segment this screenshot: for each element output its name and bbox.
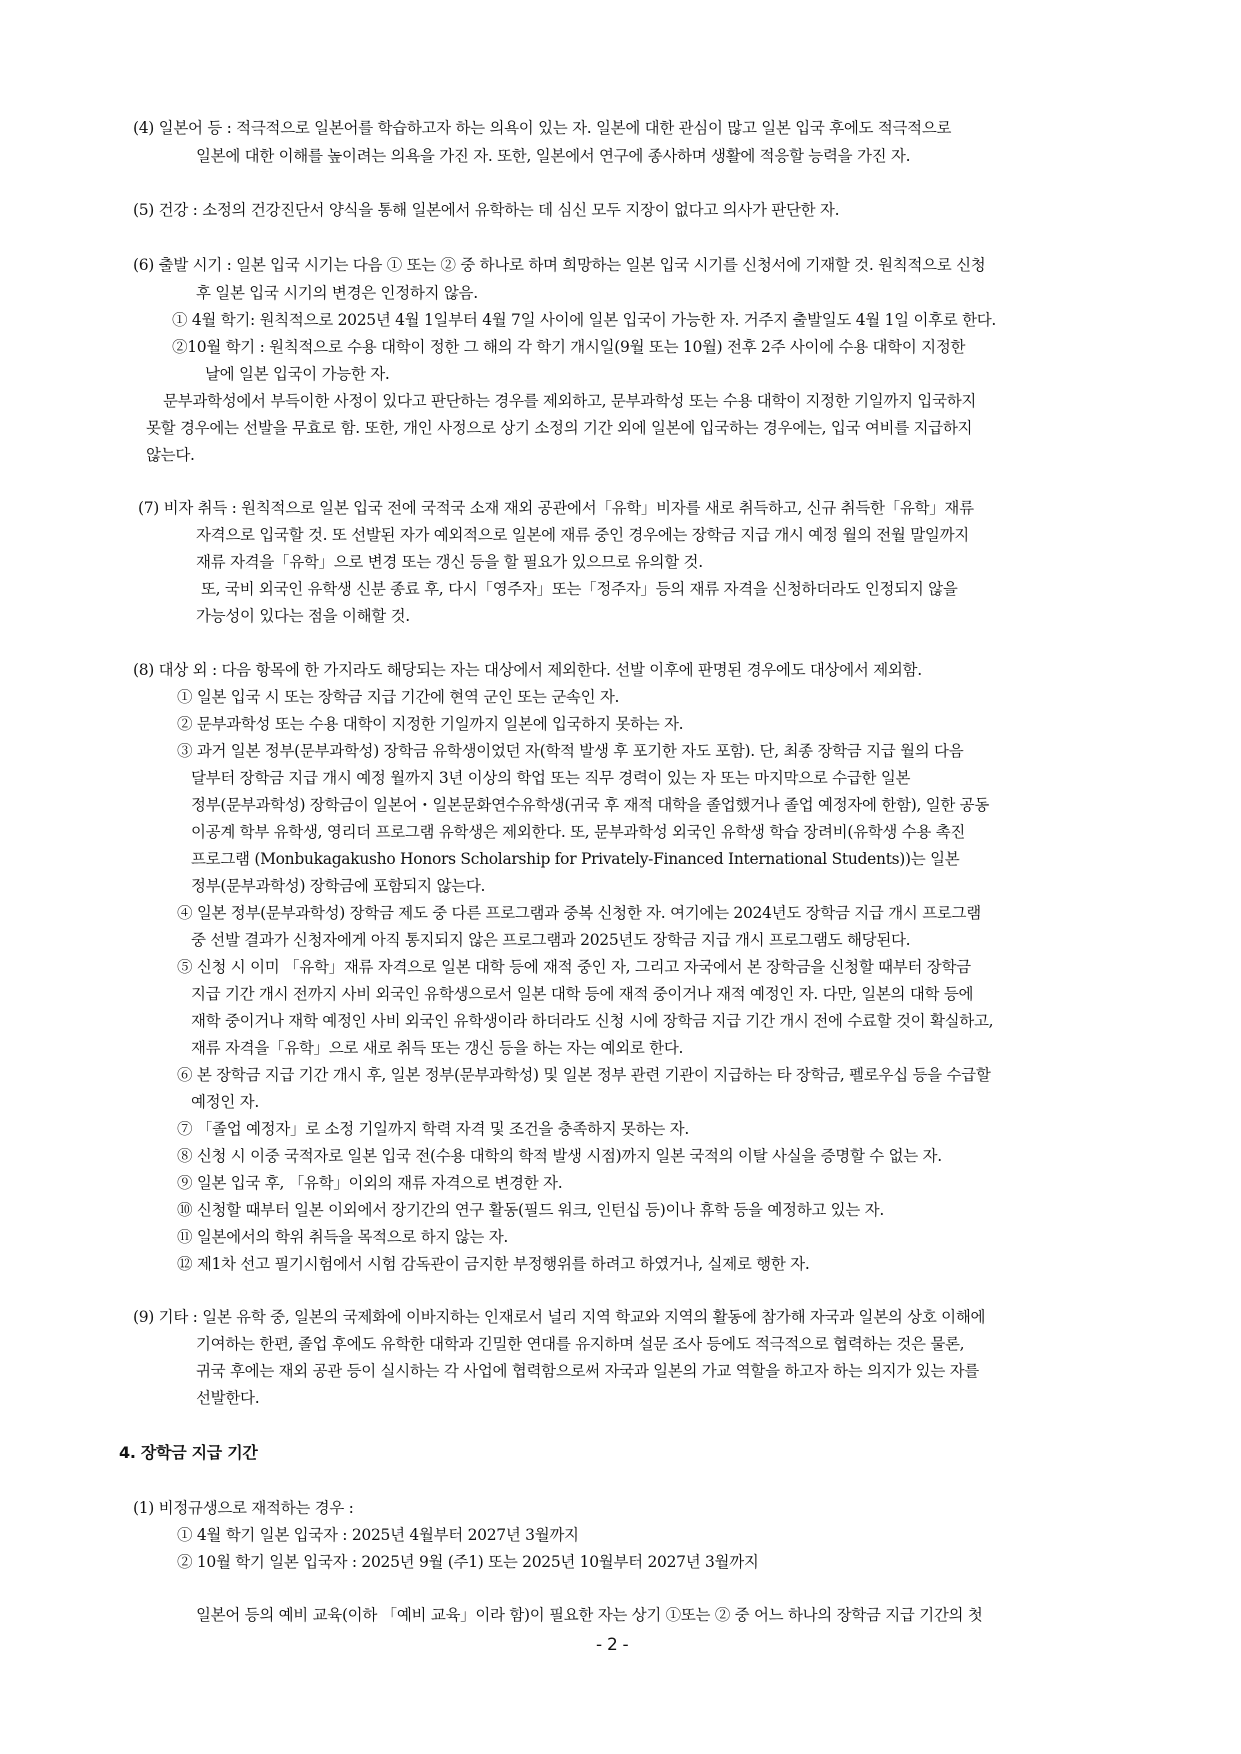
section-8-item-8: ⑧ 신청 시 이중 국적자로 일본 입국 전(수용 대학의 학적 발생 시점)까지 일본 국적의 이탈 사실을 증명할 수 없는 자. [177,1147,942,1165]
section-9-line-2: 기여하는 한편, 졸업 후에도 유학한 대학과 긴밀한 연대를 유지하며 설문 조사 등에도 적극적으로 협력하는 것은 물론, [196,1335,965,1353]
section-6-note-1: 문부과학성에서 부득이한 사정이 있다고 판단하는 경우를 제외하고, 문부과학성 또는 수용 대학이 지정한 기일까지 입국하지 [163,392,977,410]
period-item-1: ① 4월 학기 일본 입국자 : 2025년 4월부터 2027년 3월까지 [177,1526,579,1544]
section-8-item-12: ⑫ 제1차 선고 필기시험에서 시험 감독관이 금지한 부정행위를 하려고 하였거나, 실제로 행한 자. [177,1255,810,1273]
section-7-line-5: 가능성이 있다는 점을 이해할 것. [196,607,410,625]
section-6-item-2-cont: 날에 일본 입국이 가능한 자. [205,365,390,383]
section-4-line-2: 일본에 대한 이해를 높이려는 의욕을 가진 자. 또한, 일본에서 연구에 종사하며 생활에 적응할 능력을 가진 자. [196,147,911,165]
section-7-line-1: (7) 비자 취득 : 원칙적으로 일본 입국 전에 국적국 소재 재외 공관에서「유학」비자를 새로 취득하고, 신규 취득한「유학」재류 [138,499,974,517]
section-8-item-3: ③ 과거 일본 정부(문부과학성) 장학금 유학생이었던 자(학적 발생 후 포기한 자도 포함). 단, 최종 장학금 지급 월의 다음 [177,742,964,760]
section-6-line-1: (6) 출발 시기 : 일본 입국 시기는 다음 ① 또는 ② 중 하나로 하며 희망하는 일본 입국 시기를 신청서에 기재할 것. 원칙적으로 신청 [133,256,986,274]
section-6-line-2: 후 일본 입국 시기의 변경은 인정하지 않음. [196,284,478,302]
section-8-item-5: ⑤ 신청 시 이미 「유학」재류 자격으로 일본 대학 등에 재적 중인 자, 그리고 자국에서 본 장학금을 신청할 때부터 장학금 [177,958,971,976]
page-number: - 2 - [596,1635,629,1655]
section-8-item-5-cont-2: 재학 중이거나 재학 예정인 사비 외국인 유학생이라 하더라도 신청 시에 장학금 지급 기간 개시 전에 수료할 것이 확실하고, [191,1012,994,1030]
section-9-line-3: 귀국 후에는 재외 공관 등이 실시하는 각 사업에 협력함으로써 자국과 일본의 가교 역할을 하고자 하는 의지가 있는 자를 [196,1362,979,1380]
section-8-item-5-cont-1: 지급 기간 개시 전까지 사비 외국인 유학생으로서 일본 대학 등에 재적 중이거나 재적 예정인 자. 다만, 일본의 대학 등에 [191,985,974,1003]
section-8-line-1: (8) 대상 외 : 다음 항목에 한 가지라도 해당되는 자는 대상에서 제외한다. 선발 이후에 판명된 경우에도 대상에서 제외함. [133,661,922,679]
section-heading: 4. 장학금 지급 기간 [119,1443,258,1462]
section-8-item-6-cont: 예정인 자. [191,1093,259,1111]
section-8-item-3-cont-5: 정부(문부과학성) 장학금에 포함되지 않는다. [191,877,486,895]
section-7-line-4: 또, 국비 외국인 유학생 신분 종료 후, 다시「영주자」또는「정주자」등의 재류 자격을 신청하더라도 인정되지 않을 [201,580,958,598]
section-8-item-4-cont: 중 선발 결과가 신청자에게 아직 통지되지 않은 프로그램과 2025년도 장학금 지급 개시 프로그램도 해당된다. [191,931,911,949]
section-6-note-2: 못할 경우에는 선발을 무효로 함. 또한, 개인 사정으로 상기 소정의 기간 외에 일본에 입국하는 경우에는, 입국 여비를 지급하지 [146,419,973,437]
section-7-line-2: 자격으로 입국할 것. 또 선발된 자가 예외적으로 일본에 재류 중인 경우에는 장학금 지급 개시 예정 월의 전월 말일까지 [196,526,969,544]
section-4-line-1: (4) 일본어 등 : 적극적으로 일본어를 학습하고자 하는 의욕이 있는 자. 일본에 대한 관심이 많고 일본 입국 후에도 적극적으로 [133,119,952,137]
section-8-item-1: ① 일본 입국 시 또는 장학금 지급 기간에 현역 군인 또는 군속인 자. [177,688,620,706]
section-5-line-1: (5) 건강 : 소정의 건강진단서 양식을 통해 일본에서 유학하는 데 심신 모두 지장이 없다고 의사가 판단한 자. [133,201,840,219]
section-6-item-2: ②10월 학기 : 원칙적으로 수용 대학이 정한 그 해의 각 학기 개시일(9월 또는 10월) 전후 2주 사이에 수용 대학이 지정한 [172,338,966,356]
section-8-item-3-cont-3: 이공계 학부 유학생, 영리더 프로그램 유학생은 제외한다. 또, 문부과학성 외국인 유학생 학습 장려비(유학생 수용 촉진 [191,823,966,841]
section-8-item-10: ⑩ 신청할 때부터 일본 이외에서 장기간의 연구 활동(필드 워크, 인턴십 등)이나 휴학 등을 예정하고 있는 자. [177,1201,884,1219]
section-8-item-2: ② 문부과학성 또는 수용 대학이 지정한 기일까지 일본에 입국하지 못하는 자. [177,715,684,733]
section-9-line-4: 선발한다. [196,1389,260,1407]
section-6-note-3: 않는다. [146,446,195,464]
section-8-item-9: ⑨ 일본 입국 후, 「유학」이외의 재류 자격으로 변경한 자. [177,1174,563,1192]
section-6-item-1: ① 4월 학기: 원칙적으로 2025년 4월 1일부터 4월 7일 사이에 일본 입국이 가능한 자. 거주지 출발일도 4월 1일 이후로 한다. [172,311,997,329]
section-9-line-1: (9) 기타 : 일본 유학 중, 일본의 국제화에 이바지하는 인재로서 널리 지역 학교와 지역의 활동에 참가해 자국과 일본의 상호 이해에 [133,1308,986,1326]
period-note: 일본어 등의 예비 교육(이하 「예비 교육」이라 함)이 필요한 자는 상기 ①또는 ② 중 어느 하나의 장학금 지급 기간의 첫 [196,1606,983,1624]
period-line-1: (1) 비정규생으로 재적하는 경우 : [133,1499,354,1517]
section-8-item-3-cont-4: 프로그램 (Monbukagakusho Honors Scholarship for Privately-Financed International Students))는 일본 [191,850,960,868]
section-8-item-3-cont-1: 달부터 장학금 지급 개시 예정 월까지 3년 이상의 학업 또는 직무 경력이 있는 자 또는 마지막으로 수급한 일본 [191,769,911,787]
period-item-2: ② 10월 학기 일본 입국자 : 2025년 9월 (주1) 또는 2025년 10월부터 2027년 3월까지 [177,1553,759,1571]
section-8-item-5-cont-3: 재류 자격을「유학」으로 새로 취득 또는 갱신 등을 하는 자는 예외로 한다. [191,1039,684,1057]
section-8-item-7: ⑦ 「졸업 예정자」로 소정 기일까지 학력 자격 및 조건을 충족하지 못하는 자. [177,1120,689,1138]
section-8-item-4: ④ 일본 정부(문부과학성) 장학금 제도 중 다른 프로그램과 중복 신청한 자. 여기에는 2024년도 장학금 지급 개시 프로그램 [177,904,981,922]
section-8-item-6: ⑥ 본 장학금 지급 기간 개시 후, 일본 정부(문부과학성) 및 일본 정부 관련 기관이 지급하는 타 장학금, 펠로우십 등을 수급할 [177,1066,991,1084]
section-8-item-11: ⑪ 일본에서의 학위 취득을 목적으로 하지 않는 자. [177,1228,509,1246]
section-7-line-3: 재류 자격을「유학」으로 변경 또는 갱신 등을 할 필요가 있으므로 유의할 것. [196,553,703,571]
section-8-item-3-cont-2: 정부(문부과학성) 장학금이 일본어・일본문화연수유학생(귀국 후 재적 대학을 졸업했거나 졸업 예정자에 한함), 일한 공동 [191,796,990,814]
